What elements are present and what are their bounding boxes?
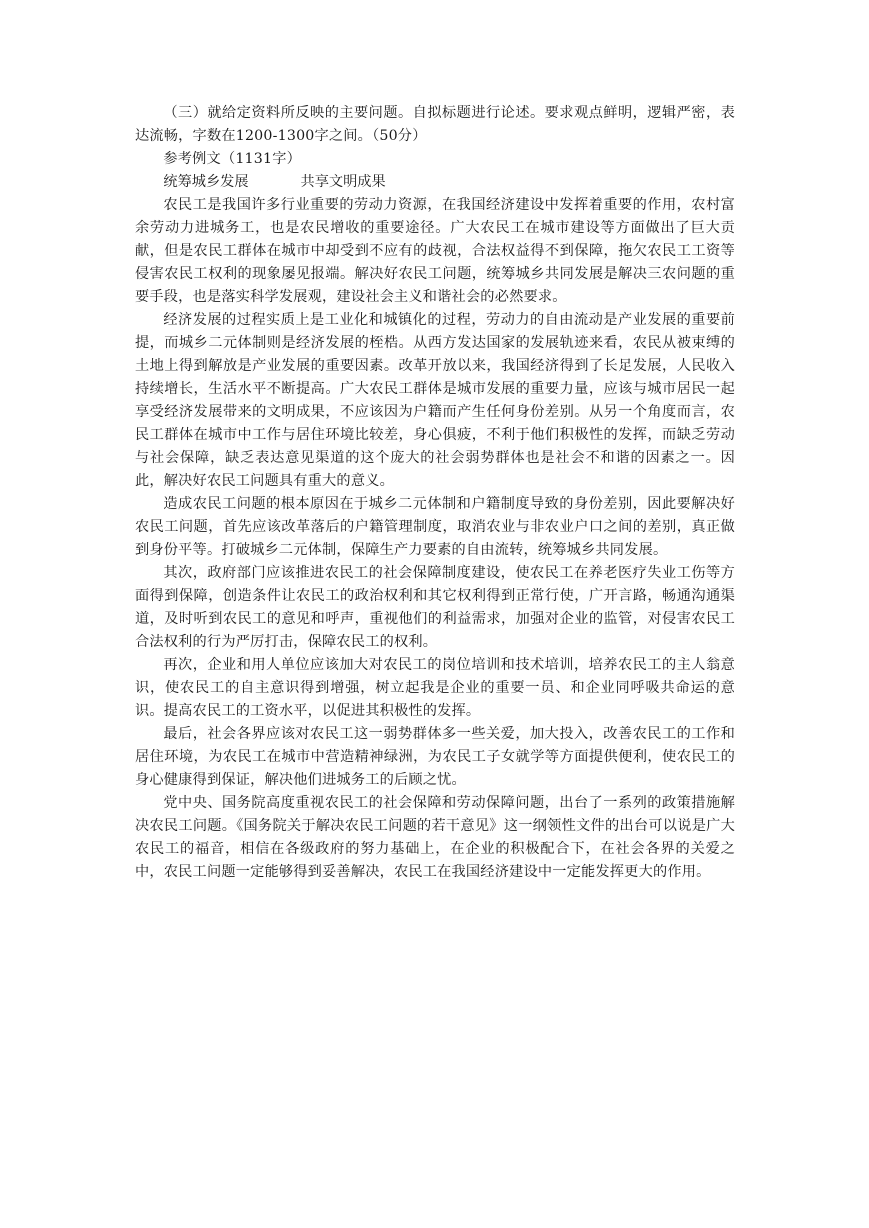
question-text: （三）就给定资料所反映的主要问题。自拟标题进行论述。要求观点鲜明，逻辑严密，表达流畅，字数在1200-1300字之间。（50分） [135, 105, 735, 144]
reference-label: 参考例文（1131字） [163, 151, 302, 167]
paragraph-6: 最后，社会各界应该对农民工这一弱势群体多一些关爱，加大投入，改善农民工的工作和居住环境，为农民工在城市中营造精神绿洲，为农民工子女就学等方面提供便利，使农民工的身心健康得到保证，解决他们进城务工的后顾之忧。 [135, 726, 735, 788]
paragraph-1: 农民工是我国许多行业重要的劳动力资源，在我国经济建设中发挥着重要的作用，农村富余劳动力进城务工，也是农民增收的重要途径。广大农民工在城市建设等方面做出了巨大贡献，但是农民工群体在城市中却受到不应有的歧视，合法权益得不到保障，拖欠农民工工资等侵害农民工权利的现象屡见报端。解决好农民工问题，统筹城乡共同发展是解决三农问题的重要手段，也是落实科学发展观，建设社会主义和谐社会的必然要求。 [135, 197, 735, 305]
essay-title-part2: 共享文明成果 [300, 174, 386, 190]
paragraph-3: 造成农民工问题的根本原因在于城乡二元体制和户籍制度导致的身份差别，因此要解决好农民工问题，首先应该改革落后的户籍管理制度，取消农业与非农业户口之间的差别，真正做到身份平等。打破城乡二元体制，保障生产力要素的自由流转，统筹城乡共同发展。 [135, 496, 735, 558]
essay-title [135, 171, 735, 194]
essay-title-part1: 统筹城乡发展 [163, 174, 249, 190]
paragraph-7: 党中央、国务院高度重视农民工的社会保障和劳动保障问题，出台了一系列的政策措施解决农民工问题。《国务院关于解决农民工问题的若干意见》这一纲领性文件的出台可以说是广大农民工的福音，相信在各级政府的努力基础上，在企业的积极配合下，在社会各界的关爱之中，农民工问题一定能够得到妥善解决，农民工在我国经济建设中一定能发挥更大的作用。 [135, 795, 735, 880]
document-page [135, 102, 735, 884]
paragraph-5: 再次，企业和用人单位应该加大对农民工的岗位培训和技术培训，培养农民工的主人翁意识，使农民工的自主意识得到增强，树立起我是企业的重要一员、和企业同呼吸共命运的意识。提高农民工的工资水平，以促进其积极性的发挥。 [135, 657, 735, 719]
paragraph-2: 经济发展的过程实质上是工业化和城镇化的过程，劳动力的自由流动是产业发展的重要前提，而城乡二元体制则是经济发展的桎梏。从西方发达国家的发展轨迹来看，农民从被束缚的土地上得到解放是产业发展的重要因素。改革开放以来，我国经济得到了长足发展，人民收入持续增长，生活水平不断提高。广大农民工群体是城市发展的重要力量，应该与城市居民一起享受经济发展带来的文明成果，不应该因为户籍而产生任何身份差别。从另一个角度而言，农民工群体在城市中工作与居住环境比较差，身心俱疲，不利于他们积极性的发挥，而缺乏劳动与社会保障，缺乏表达意见渠道的这个庞大的社会弱势群体也是社会不和谐的因素之一。因此，解决好农民工问题具有重大的意义。 [135, 312, 735, 489]
paragraph-4: 其次，政府部门应该推进农民工的社会保障制度建设，使农民工在养老医疗失业工伤等方面得到保障，创造条件让农民工的政治权利和其它权利得到正常行使，广开言路，畅通沟通渠道，及时听到农民工的意见和呼声，重视他们的利益需求，加强对企业的监管，对侵害农民工合法权利的行为严厉打击，保障农民工的权利。 [135, 565, 735, 650]
